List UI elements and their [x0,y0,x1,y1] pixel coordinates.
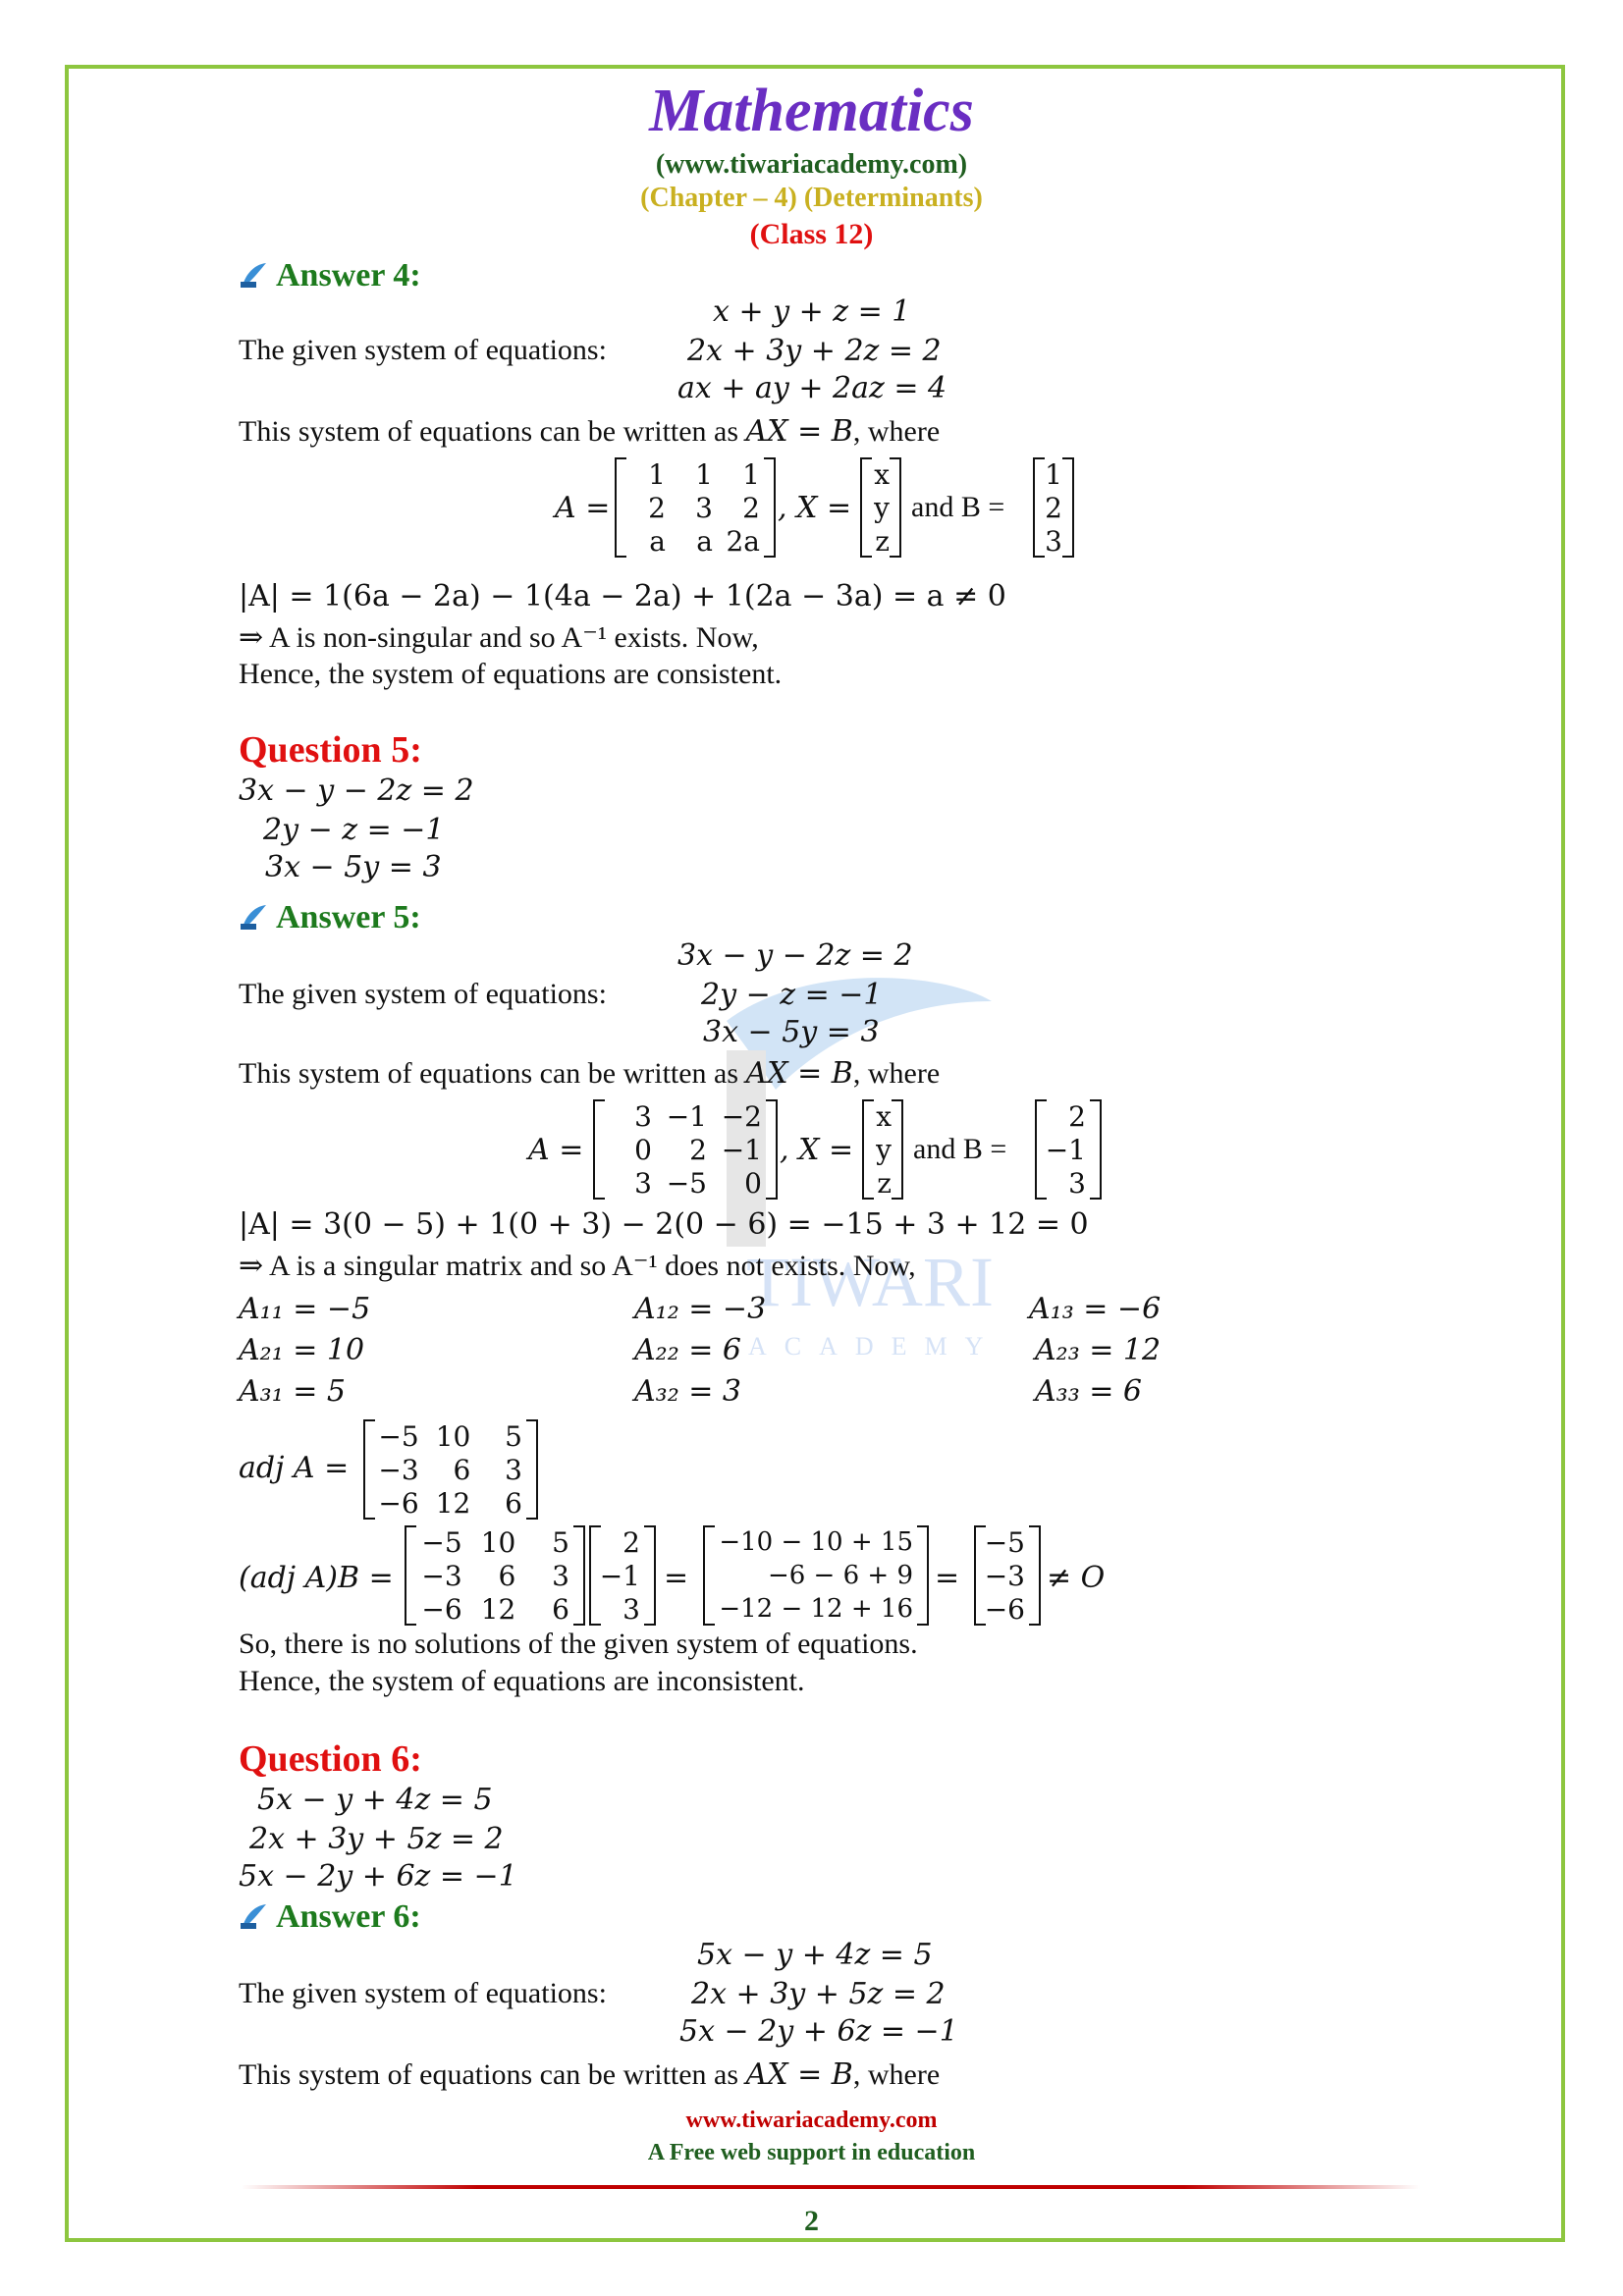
q5-eq3: 3x − 5y = 3 [265,850,442,884]
a4-and-B: and B = [911,491,1005,523]
matrix-cell: 3 [634,1166,652,1200]
a5-intro: The given system of equations: [239,978,607,1010]
q6-eq3: 5x − 2y + 6z = −1 [239,1859,517,1894]
matrix-cell: 10 [480,1525,516,1559]
matrix-cell: −5 [421,1525,462,1559]
cofactor-A33: A₃₃ = 6 [1035,1374,1143,1409]
a4-eq1: x + y + z = 1 [713,294,911,329]
q5-eq2: 2y − z = −1 [263,813,445,847]
a4-intro: The given system of equations: [239,334,607,366]
matrix-cell: −1 [666,1099,707,1133]
cofactor-A32: A₃₂ = 3 [634,1374,742,1409]
matrix-cell: 10 [435,1419,471,1453]
matrix-cell: 1 [742,457,760,491]
matrix-cell: 0 [744,1166,762,1200]
answer-6-heading: Answer 6: [239,1898,421,1936]
page-number: 2 [804,2205,819,2237]
a4-line1: ⇒ A is non-singular and so A⁻¹ exists. Now, [239,621,759,654]
a4-A-label: A = [555,491,611,525]
matrix-cell: 3 [634,1099,652,1133]
matrix-cell: a [649,524,666,558]
matrix-cell: 1 [648,457,666,491]
footer-site: www.tiwariacademy.com [685,2108,938,2133]
a5-X-label: , X = [780,1133,854,1167]
header-site: (www.tiwariacademy.com) [655,149,968,180]
a6-eq3: 5x − 2y + 6z = −1 [679,2014,958,2049]
cofactor-A23: A₂₃ = 12 [1035,1333,1162,1367]
a6-eq1: 5x − y + 4z = 5 [697,1938,933,1972]
matrix-cell: 2a [726,524,760,558]
q6-eq2: 2x + 3y + 5z = 2 [249,1822,504,1856]
matrix-cell: 6 [505,1486,522,1520]
a5-eq3: 3x − 5y = 3 [703,1015,880,1049]
adj-matrix-product [405,1525,585,1626]
matrix-cell: 5 [552,1525,569,1559]
a5-and-B: and B = [913,1133,1007,1165]
matrix-cell: 2 [689,1133,707,1166]
a4-determinant: |A| = 1(6a − 2a) − 1(4a − 2a) + 1(2a − 3a) = a ≠ 0 [239,579,1006,614]
matrix-cell: 1 [695,457,713,491]
quill-icon [239,902,268,932]
equals-sign: = [664,1561,689,1595]
matrix-cell: 6 [453,1453,471,1486]
answer-4-heading: Answer 4: [239,257,421,294]
equals-sign-2: = [935,1561,960,1595]
watermark-sub: ACADEMY [748,1332,1001,1361]
a6-eq2: 2x + 3y + 5z = 2 [691,1977,946,2011]
header-class: (Class 12) [749,218,874,250]
quill-icon [239,1901,268,1931]
matrix-cell: −6 [421,1592,462,1626]
q5-eq1: 3x − y − 2z = 2 [239,774,474,808]
matrix-cell: −5 [378,1419,419,1453]
matrix-cell: 2 [648,491,666,524]
question-6-heading: Question 6: [239,1738,422,1780]
a4-matrix-A [615,457,776,558]
product-matrix: −10 − 10 + 15 −6 − 6 + 9 −12 − 12 + 16 [703,1525,929,1626]
adjB-label: (adj A)B = [239,1561,394,1595]
footer-tagline: A Free web support in education [647,2140,976,2165]
quill-icon [239,260,268,290]
q6-eq1: 5x − y + 4z = 5 [257,1783,493,1817]
a5-eq1: 3x − y − 2z = 2 [677,938,913,973]
a5-matrix-X: x y z [862,1099,903,1200]
adj-label: adj A = [239,1451,350,1485]
matrix-cell: 2 [742,491,760,524]
a4-matrix-X: x y z [860,457,901,558]
matrix-cell: 3 [695,491,713,524]
cofactor-A31: A₃₁ = 5 [239,1374,347,1409]
a5-line2: So, there is no solutions of the given system of equations. [239,1628,918,1660]
matrix-cell: 5 [505,1419,522,1453]
a6-written: This system of equations can be written as AX = B, where [239,2057,941,2092]
a5-determinant: |A| = 3(0 − 5) + 1(0 + 3) − 2(0 − 6) = −15 + 3 + 12 = 0 [239,1207,1089,1242]
a5-line3: Hence, the system of equations are inconsistent. [239,1665,805,1697]
question-5-heading: Question 5: [239,729,422,771]
a5-eq2: 2y − z = −1 [701,978,883,1012]
a4-matrix-B: 1 2 3 [1033,457,1074,558]
footer-rule [242,2185,1420,2189]
a4-X-label: , X = [778,491,852,525]
a6-intro: The given system of equations: [239,1977,607,2009]
a4-line2: Hence, the system of equations are consistent. [239,658,783,690]
adj-matrix [363,1419,538,1520]
matrix-cell: a [696,524,713,558]
a4-eq2: 2x + 3y + 2z = 2 [687,334,942,368]
a5-A-label: A = [528,1133,584,1167]
a5-line1: ⇒ A is a singular matrix and so A⁻¹ does not exists. Now, [239,1250,916,1282]
answer-5-heading: Answer 5: [239,899,421,936]
watermark-brand: TIWARI [746,1243,994,1321]
matrix-cell: 6 [498,1559,516,1592]
not-equal-zero: ≠ O [1047,1561,1106,1595]
matrix-cell: 6 [552,1592,569,1626]
a4-eq3: ax + ay + 2az = 4 [677,371,947,405]
a5-matrix-B: 2 −1 3 [1035,1099,1102,1200]
B-column-matrix: 2 −1 3 [589,1525,656,1626]
cofactor-A22: A₂₂ = 6 [634,1333,742,1367]
matrix-cell: −3 [421,1559,462,1592]
page-title: Mathematics [649,78,974,144]
result-matrix: −5 −3 −6 [974,1525,1041,1626]
a5-written: This system of equations can be written as AX = B, where [239,1056,941,1091]
header-chapter: (Chapter – 4) (Determinants) [640,183,983,213]
matrix-cell: −1 [721,1133,762,1166]
matrix-cell: 3 [505,1453,522,1486]
matrix-cell: −3 [378,1453,419,1486]
matrix-cell: 12 [480,1592,516,1626]
a5-matrix-A [593,1099,778,1200]
matrix-cell: 0 [634,1133,652,1166]
matrix-cell: −6 [378,1486,419,1520]
a4-written: This system of equations can be written as AX = B, where [239,414,941,449]
matrix-cell: −5 [666,1166,707,1200]
matrix-cell: 3 [552,1559,569,1592]
cofactor-A13: A₁₃ = −6 [1029,1292,1162,1326]
cofactor-A21: A₂₁ = 10 [239,1333,365,1367]
matrix-cell: −2 [721,1099,762,1133]
cofactor-A12: A₁₂ = −3 [634,1292,767,1326]
cofactor-A11: A₁₁ = −5 [239,1292,371,1326]
matrix-cell: 12 [435,1486,471,1520]
